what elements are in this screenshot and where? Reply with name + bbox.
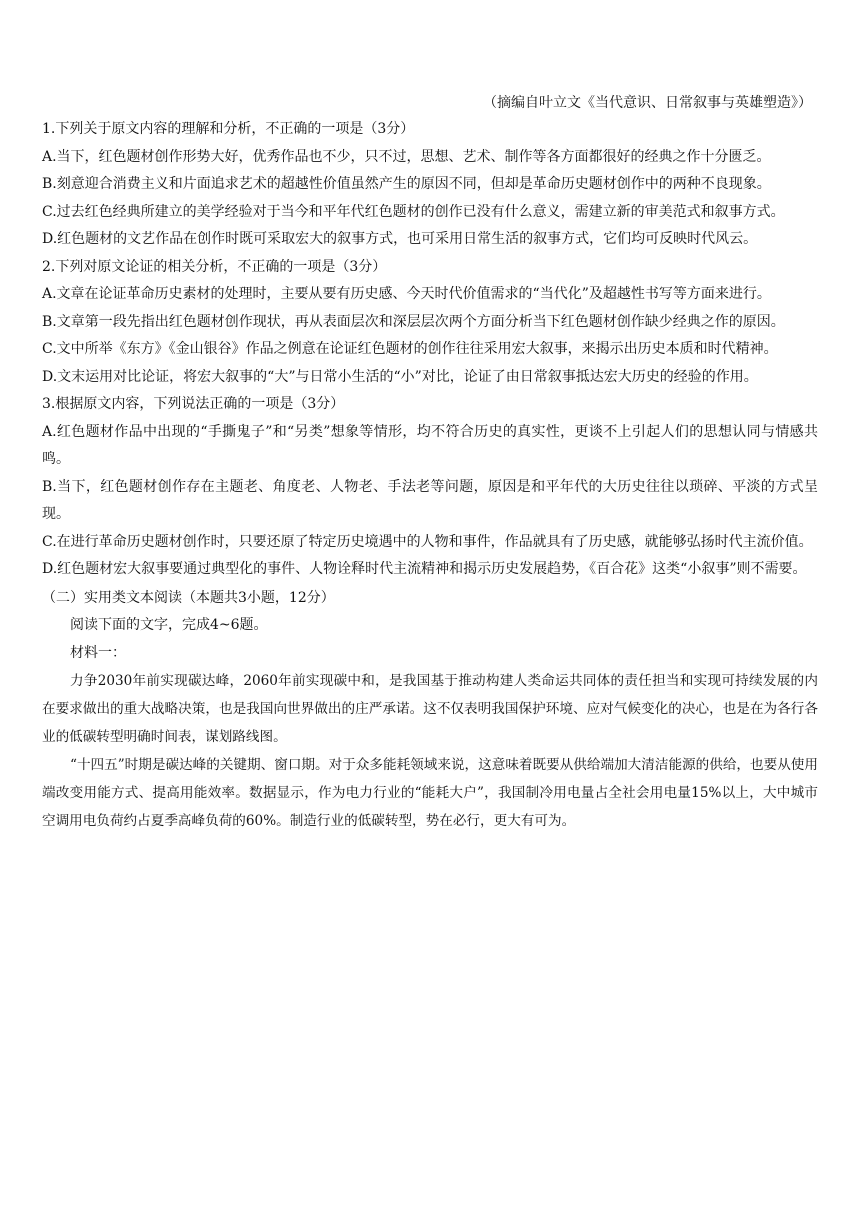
source-citation: （摘编自叶立文《当代意识、日常叙事与英雄塑造》） <box>483 95 812 111</box>
section-heading: （二）实用类文本阅读（本题共3小题，12分） <box>42 589 335 606</box>
question-stem: 2.下列对原文论证的相关分析，不正确的一项是（3分） <box>42 258 387 275</box>
question-2 <box>42 254 818 392</box>
document-page <box>42 92 818 835</box>
option-c: C.在进行革命历史题材创作时，只要还原了特定历史境遇中的人物和事件，作品就具有了历史感，就能够弘扬时代主流价值。 <box>42 533 813 550</box>
option-b: B.文章第一段先指出红色题材创作现状，再从表面层次和深层层次两个方面分析当下红色题材创作缺少经典之作的原因。 <box>42 313 785 330</box>
option-a: A.红色题材作品中出现的“手撕鬼子”和“另类”想象等情形，均不符合历史的真实性，更谈不上引起人们的思想认同与情感共鸣。 <box>42 423 818 467</box>
option-b: B.当下，红色题材创作存在主题老、角度老、人物老、手法老等问题，原因是和平年代的大历史往往以琐碎、平淡的方式呈现。 <box>42 478 818 522</box>
question-1 <box>42 116 818 254</box>
option-c: C.过去红色经典所建立的美学经验对于当今和平年代红色题材的创作已没有什么意义，需建立新的审美范式和叙事方式。 <box>42 203 785 220</box>
option-d: D.红色题材宏大叙事要通过典型化的事件、人物诠释时代主流精神和揭示历史发展趋势，《百合花》这类“小叙事”则不需要。 <box>42 561 807 577</box>
reading-instruction: 阅读下面的文字，完成4~6题。 <box>70 617 268 633</box>
option-d: D.红色题材的文艺作品在创作时既可采取宏大的叙事方式，也可采用日常生活的叙事方式，它们均可反映时代风云。 <box>42 231 758 247</box>
question-stem: 1.下列关于原文内容的理解和分析，不正确的一项是（3分） <box>42 121 415 137</box>
option-d: D.文末运用对比论证，将宏大叙事的“大”与日常小生活的“小”对比，论证了由日常叙事抵达宏大历史的经验的作用。 <box>42 368 758 385</box>
option-a: A.文章在论证革命历史素材的处理时，主要从要有历史感、今天时代价值需求的“当代化”及超越性书写等方面来进行。 <box>42 286 771 302</box>
option-a: A.当下，红色题材创作形势大好，优秀作品也不少，只不过，思想、艺术、制作等各方面都很好的经典之作十分匮乏。 <box>42 148 771 165</box>
question-3 <box>42 391 818 584</box>
option-c: C.文中所举《东方》《金山银谷》作品之例意在论证红色题材的创作往往采用宏大叙事，来揭示出历史本质和时代精神。 <box>42 341 778 357</box>
material-paragraph: 力争2030年前实现碳达峰，2060年前实现碳中和，是我国基于推动构建人类命运共同体的责任担当和实现可持续发展的内在要求做出的重大战略决策，也是我国向世界做出的庄严承诺。这不仅表明我国保护环境、应对气候变化的决心，也是在为各行各业的低碳转型明确时间表，谋划路线图。 <box>42 673 818 745</box>
material-label: 材料一： <box>70 644 126 661</box>
option-b: B.刻意迎合消费主义和片面追求艺术的超越性价值虽然产生的原因不同，但却是革命历史题材创作中的两种不良现象。 <box>42 176 771 192</box>
question-stem: 3.根据原文内容，下列说法正确的一项是（3分） <box>42 396 345 412</box>
material-paragraph: “十四五”时期是碳达峰的关键期、窗口期。对于众多能耗领域来说，这意味着既要从供给端加大清洁能源的供给，也要从使用端改变用能方式、提高用能效率。数据显示，作为电力行业的“能耗大户”，我国制冷用电量占全社会用电量15%以上，大中城市空调用电负荷约占夏季高峰负荷的60%。制造行业的低碳转型，势在必行，更大有可为。 <box>42 757 818 829</box>
